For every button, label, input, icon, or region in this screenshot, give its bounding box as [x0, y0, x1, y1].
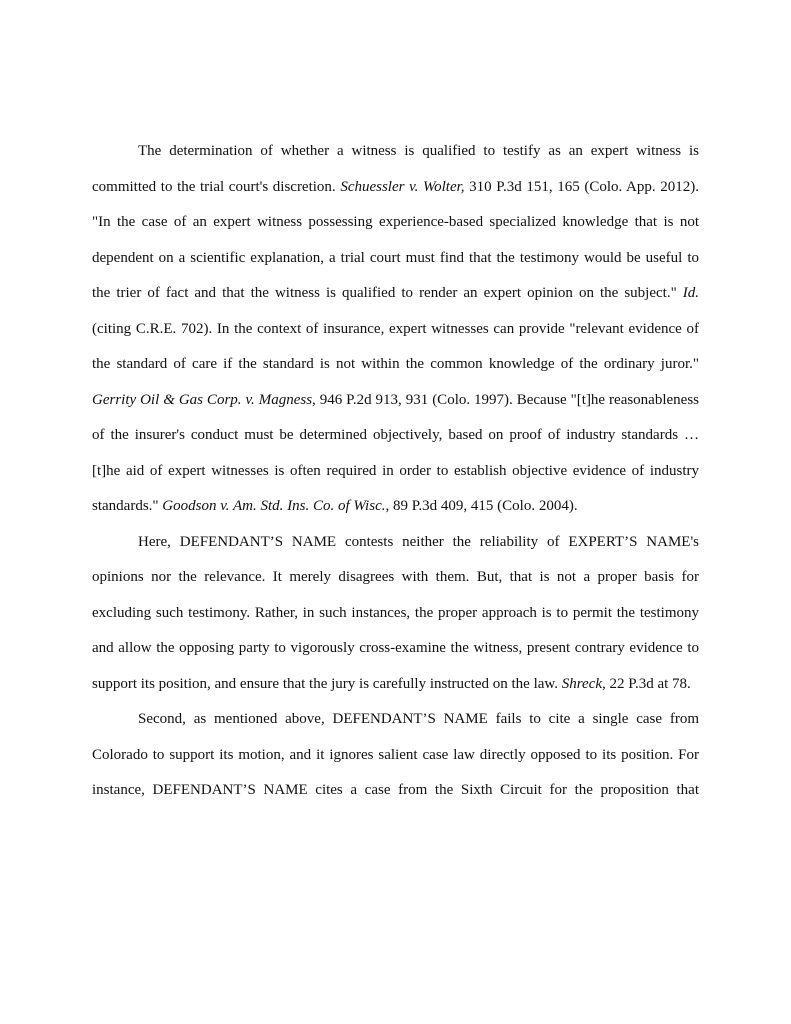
- text-segment: Here, DEFENDANT’S NAME contests neither the reliability of EXPERT’S NAME's opinions nor the relevance. It merely disagrees with them. But, that is not a proper basis for excluding such testimony. Rather, in such instances, the proper approach is to permit the testimony and allow the opposing party to vigorously cross-examine the witness, present contrary evidence to support its position, and ensure that the jury is carefully instructed on the law.: [92, 533, 699, 692]
- text-segment: (citing C.R.E. 702). In the context of insurance, expert witnesses can provide "relevant evidence of the standard of care if the standard is not within the common knowledge of the ordinary juror.": [92, 320, 699, 372]
- case-citation: Schuessler v. Wolter,: [340, 178, 465, 195]
- text-segment: , 22 P.3d at 78.: [602, 675, 691, 692]
- case-citation: Goodson v. Am. Std. Ins. Co. of Wisc.: [162, 498, 386, 514]
- text-segment: , 89 P.3d 409, 415 (Colo. 2004).: [385, 498, 578, 514]
- paragraph-second-argument: [92, 702, 699, 809]
- text-segment: The determination of whether a witness is qualified to testify as an expert witness is committed to the trial court's discretion.: [92, 143, 699, 195]
- text-segment: , 946 P.2d 913, 931 (Colo. 1997). Because "[t]he reasonableness of the insurer's conduct must be determined objectively, based on proof of industry standards … [t]he aid of expert witnesses is often required in order to establish objective evidence of industry standards.": [92, 391, 699, 514]
- case-citation: Shreck: [561, 675, 603, 692]
- document-body: [92, 134, 699, 809]
- paragraph-expert-qualification: [92, 134, 699, 525]
- text-segment: Second, as mentioned above, DEFENDANT’S NAME fails to cite a single case from Colorado to support its motion, and it ignores salient case law directly opposed to its position. For instance, DEFENDANT’S NAME cites a case from the Sixth Circuit for the proposition that: [92, 711, 699, 798]
- case-citation: Id.: [682, 285, 699, 301]
- paragraph-defendant-contests: [92, 525, 699, 703]
- text-segment: 310 P.3d 151, 165 (Colo. App. 2012). "In the case of an expert witness possessing experience-based specialized knowledge that is not dependent on a scientific explanation, a trial court must find that the testimony would be useful to the trier of fact and that the witness is qualified to render an expert opinion on the subject.": [92, 178, 700, 301]
- case-citation: Gerrity Oil & Gas Corp. v. Magness: [92, 391, 313, 408]
